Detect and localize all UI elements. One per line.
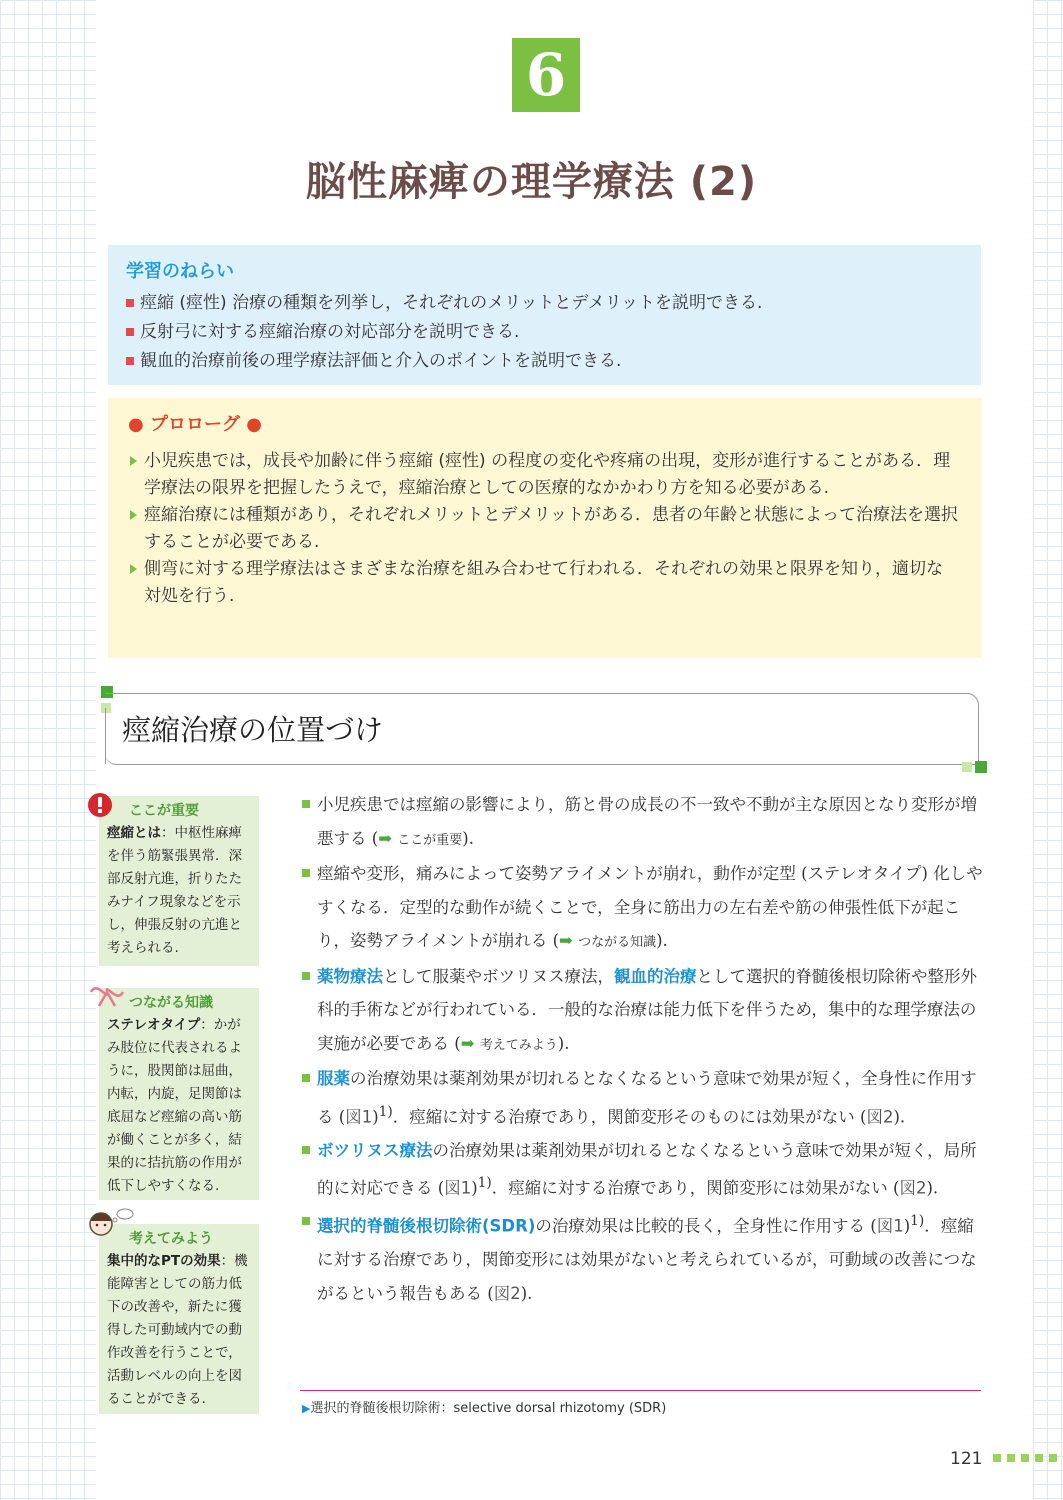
main-paragraph: 服薬の治療効果は薬剤効果が切れるとなくなるという意味で効果が短く，全身性に作用する (図1)$^{1)}$．痙縮に対する治療であり，関節変形そのものには効果がない (図2).	[301, 1062, 983, 1134]
figure-reference[interactable]: 図2	[493, 1283, 521, 1303]
cross-reference-link[interactable]: ここが重要	[397, 832, 463, 848]
cross-reference-link[interactable]: つながる知識	[578, 935, 657, 950]
prologue-box	[108, 398, 981, 658]
main-paragraph: 痙縮や変形，痛みによって姿勢アライメントが崩れ，動作が定型 (ステレオタイプ) 化しやすくなる．定型的な動作が続くことで，全身に筋出力の左右差や筋の伸張性低下が起こり，姿勢アライメントが崩れる (➡ つながる知識).	[301, 857, 983, 960]
triangle-bullet-icon	[130, 510, 137, 520]
sidebar-think-heading: 考えてみよう	[129, 1231, 213, 1247]
grid-paper-right	[1033, 0, 1063, 1500]
triangle-bullet-icon	[130, 564, 137, 574]
triangle-bullet-icon	[130, 456, 137, 466]
corner-square-icon	[975, 761, 987, 773]
prologue-item: 痙縮治療には種類があり，それぞれメリットとデメリットがある．患者の年齢と状態によって治療法を選択することが必要である.	[128, 502, 959, 556]
footnote: ▶選択的脊髄後根切除術：selective dorsal rhizotomy (SDR)	[302, 1401, 667, 1416]
figure-reference[interactable]: 図2	[866, 1107, 894, 1126]
footnote-divider	[300, 1390, 981, 1391]
section-title: 痙縮治療の位置づけ	[122, 713, 384, 747]
aims-item: 痙縮 (痙性) 治療の種類を列挙し，それぞれのメリットとデメリットを説明できる.	[126, 289, 963, 318]
sidebar-think: 考えてみよう 集中的なPTの効果：機能障害としての筋力低下の改善や，新たに獲得した可動域内での動作改善を行うことで，活動レベルの向上を図ることができる.	[99, 1224, 259, 1414]
key-term: 服薬	[317, 1069, 350, 1088]
page-square-icon	[1035, 1454, 1043, 1462]
grid-paper-left	[0, 0, 96, 1500]
sidebar-important: ここが重要 痙縮とは：中枢性麻痺を伴う筋緊張異常．深部反射亢進，折りたたみナイフ現象などを示し，伸張反射の亢進と考えられる.	[99, 796, 259, 966]
page-number: 121	[950, 1449, 983, 1469]
page-square-icon	[1021, 1454, 1029, 1462]
bullet-square-icon	[302, 1074, 310, 1082]
key-term-abbr: (SDR)	[482, 1216, 536, 1236]
arrow-right-icon: ➡	[460, 1033, 475, 1053]
corner-square-icon	[962, 762, 972, 772]
learning-aims-box	[108, 245, 981, 385]
bullet-square-icon	[302, 1217, 310, 1225]
bullet-square-icon	[126, 357, 134, 365]
figure-reference[interactable]: 図1	[345, 1107, 373, 1126]
main-text-column	[301, 788, 983, 1310]
bullet-square-icon	[126, 328, 134, 336]
arrow-right-icon: ➡	[559, 931, 573, 950]
sidebar-important-heading: ここが重要	[129, 803, 199, 819]
sidebar-term: ステレオタイプ	[107, 1017, 201, 1033]
exclamation-icon	[87, 792, 113, 818]
cross-reference-link[interactable]: 考えてみよう	[479, 1037, 558, 1053]
bullet-square-icon	[302, 869, 310, 877]
key-term: 観血的治療	[614, 966, 697, 986]
main-paragraph: 薬物療法として服薬やボツリヌス療法，観血的治療として選択的脊髄後根切除術や整形外科的手術などが行われている．一般的な治療は能力低下を伴うため，集中的な理学療法の実施が必要である (➡ 考えてみよう).	[301, 960, 983, 1063]
ribbon-knot-icon	[87, 978, 127, 1008]
key-term: ボツリヌス療法	[317, 1140, 433, 1160]
key-term: 選択的脊髄後根切除術	[317, 1216, 482, 1236]
prologue-item: 側弯に対する理学療法はさまざまな治療を組み合わせて行われる．それぞれの効果と限界を知り，適切な対処を行う.	[128, 556, 959, 610]
chapter-title: 脳性麻痺の理学療法 (2)	[305, 159, 758, 205]
figure-reference[interactable]: 図2	[899, 1178, 927, 1198]
arrow-right-icon: ➡	[378, 828, 393, 848]
main-paragraph: 選択的脊髄後根切除術(SDR)の治療効果は比較的長く，全身性に作用する (図1)$^{1)}$．痙縮に対する治療であり，関節変形には効果がないと考えられているが，可動域の改善につながるという報告もある (図2).	[301, 1205, 983, 1310]
page-square-icon	[1007, 1454, 1015, 1462]
main-paragraph: 小児疾患では痙縮の影響により，筋と骨の成長の不一致や不動が主な原因となり変形が増悪する (➡ ここが重要).	[301, 788, 983, 857]
aims-item: 観血的治療前後の理学療法評価と介入のポイントを説明できる.	[126, 347, 963, 376]
page-square-icon	[1049, 1454, 1057, 1462]
main-paragraph: ボツリヌス療法の治療効果は薬剤効果が切れるとなくなるという意味で効果が短く，局所的に対応できる (図1)$^{1)}$．痙縮に対する治療であり，関節変形には効果がない (図2).	[301, 1134, 983, 1206]
figure-reference[interactable]: 図1	[444, 1178, 472, 1198]
prologue-heading: ● プロローグ ●	[128, 414, 262, 435]
bullet-square-icon	[302, 972, 310, 980]
aims-item: 反射弓に対する痙縮治療の対応部分を説明できる.	[126, 318, 963, 347]
bullet-square-icon	[302, 800, 310, 808]
bullet-square-icon	[302, 1146, 310, 1154]
triangle-bullet-icon: ▶	[302, 1402, 311, 1415]
sidebar-term: 痙縮とは	[107, 825, 161, 841]
key-term: 薬物療法	[317, 966, 383, 986]
chapter-number: 6	[512, 38, 580, 112]
figure-reference[interactable]: 図1	[876, 1216, 904, 1236]
sidebar-knowledge-heading: つながる知識	[129, 995, 213, 1011]
page-square-icon	[993, 1454, 1001, 1462]
sidebar-knowledge: つながる知識 ステレオタイプ：かがみ肢位に代表されるように，股関節は屈曲，内転，内旋，足関節は底屈など痙縮の高い筋が働くことが多く，結果的に拮抗筋の作用が低下しやすくなる.	[99, 988, 259, 1200]
thinking-face-icon	[87, 1206, 135, 1240]
aims-heading: 学習のねらい	[126, 261, 234, 282]
sidebar-term: 集中的なPTの効果	[107, 1253, 221, 1269]
prologue-item: 小児疾患では，成長や加齢に伴う痙縮 (痙性) の程度の変化や疼痛の出現，変形が進行することがある．理学療法の限界を把握したうえで，痙縮治療としての医療的なかかわり方を知る必要がある.	[128, 448, 959, 502]
bullet-square-icon	[126, 299, 134, 307]
